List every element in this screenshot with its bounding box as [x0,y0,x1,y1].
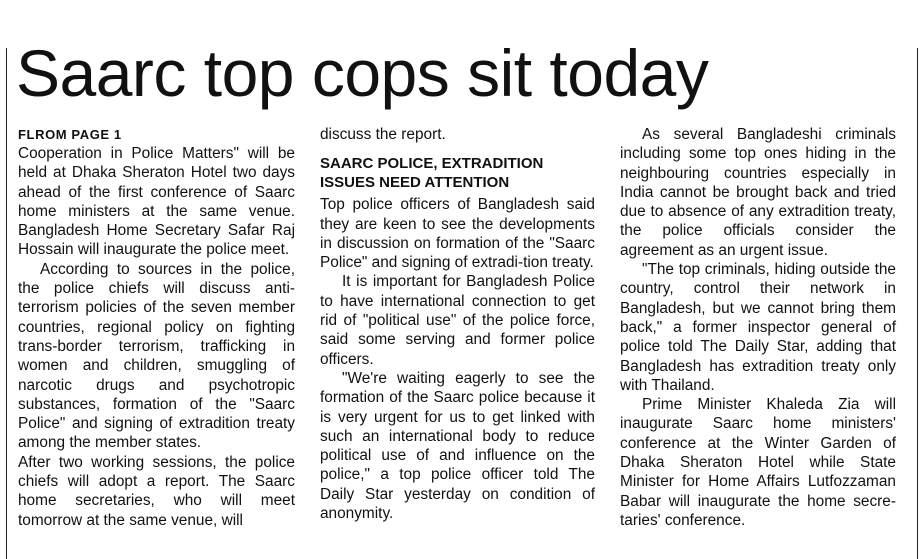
paragraph: It is important for Bangladesh Police to have international connection to get rid of "political use" of the police force, said some serving and former police officers. [320,273,595,368]
paragraph: "The top criminals, hiding outside the country, control their network in Bangladesh, but we cannot bring them back," a former inspector general of police told The Daily Star, adding that Bangladesh has extradition treaty only with Thailand. [620,261,896,394]
column-3 [620,125,896,530]
column-2 [320,125,595,523]
column-rule-right [917,48,918,559]
paragraph: Cooperation in Police Matters" will be held at Dhaka Sheraton Hotel two days ahead of the first conference of Saarc home ministers at the same venue. Bangladesh Home Secretary Safar Raj Hossain will inaugurate the police meet. [18,145,295,259]
paragraph: After two working sessions, the police chiefs will adopt a report. The Saarc home secretaries, who will meet tomorrow at the same venue, will [18,453,295,529]
paragraph-continuation: discuss the report. [320,126,446,143]
paragraph: Top police officers of Bangladesh said they are keen to see the developments in discussion on formation of the "Saarc Police" and signing of extradi-tion treaty. [320,196,595,272]
page-continuation-kicker: FLROM PAGE 1 [18,127,122,142]
paragraph: "We're waiting eagerly to see the formation of the Saarc police because it is very urgent for us to get linked with such an international body to reduce political use of and influence on the police," a top police officer told The Daily Star yesterday on condition of anonymity. [320,369,595,523]
column-rule-left [6,48,7,559]
column-1 [18,125,295,530]
headline: Saarc top cops sit today [16,36,709,110]
paragraph: According to sources in the police, the police chiefs will discuss anti-terrorism policies of the seven member countries, regional policy on fighting trans-border terrorism, trafficking in women and children, smuggling of narcotic drugs and psychotropic substances, formation of the "Saarc Police" and signing of extradition treaty among the member states. [18,260,295,452]
paragraph: As several Bangladeshi criminals including some top ones hiding in the neighbouring countries especially in India cannot be brought back and tried due to absence of any extradition treaty, the police officials consider the agreement as an urgent issue. [620,126,896,259]
section-subhead: SAARC POLICE, EXTRADITION ISSUES NEED ATTENTION [320,155,544,192]
paragraph: Prime Minister Khaleda Zia will inaugurate Saarc home ministers' conference at the Winter Garden of Dhaka Sheraton Hotel while State Minister for Home Affairs Lutfozzaman Babar will inaugurate the home secre-taries' conference. [620,396,896,529]
